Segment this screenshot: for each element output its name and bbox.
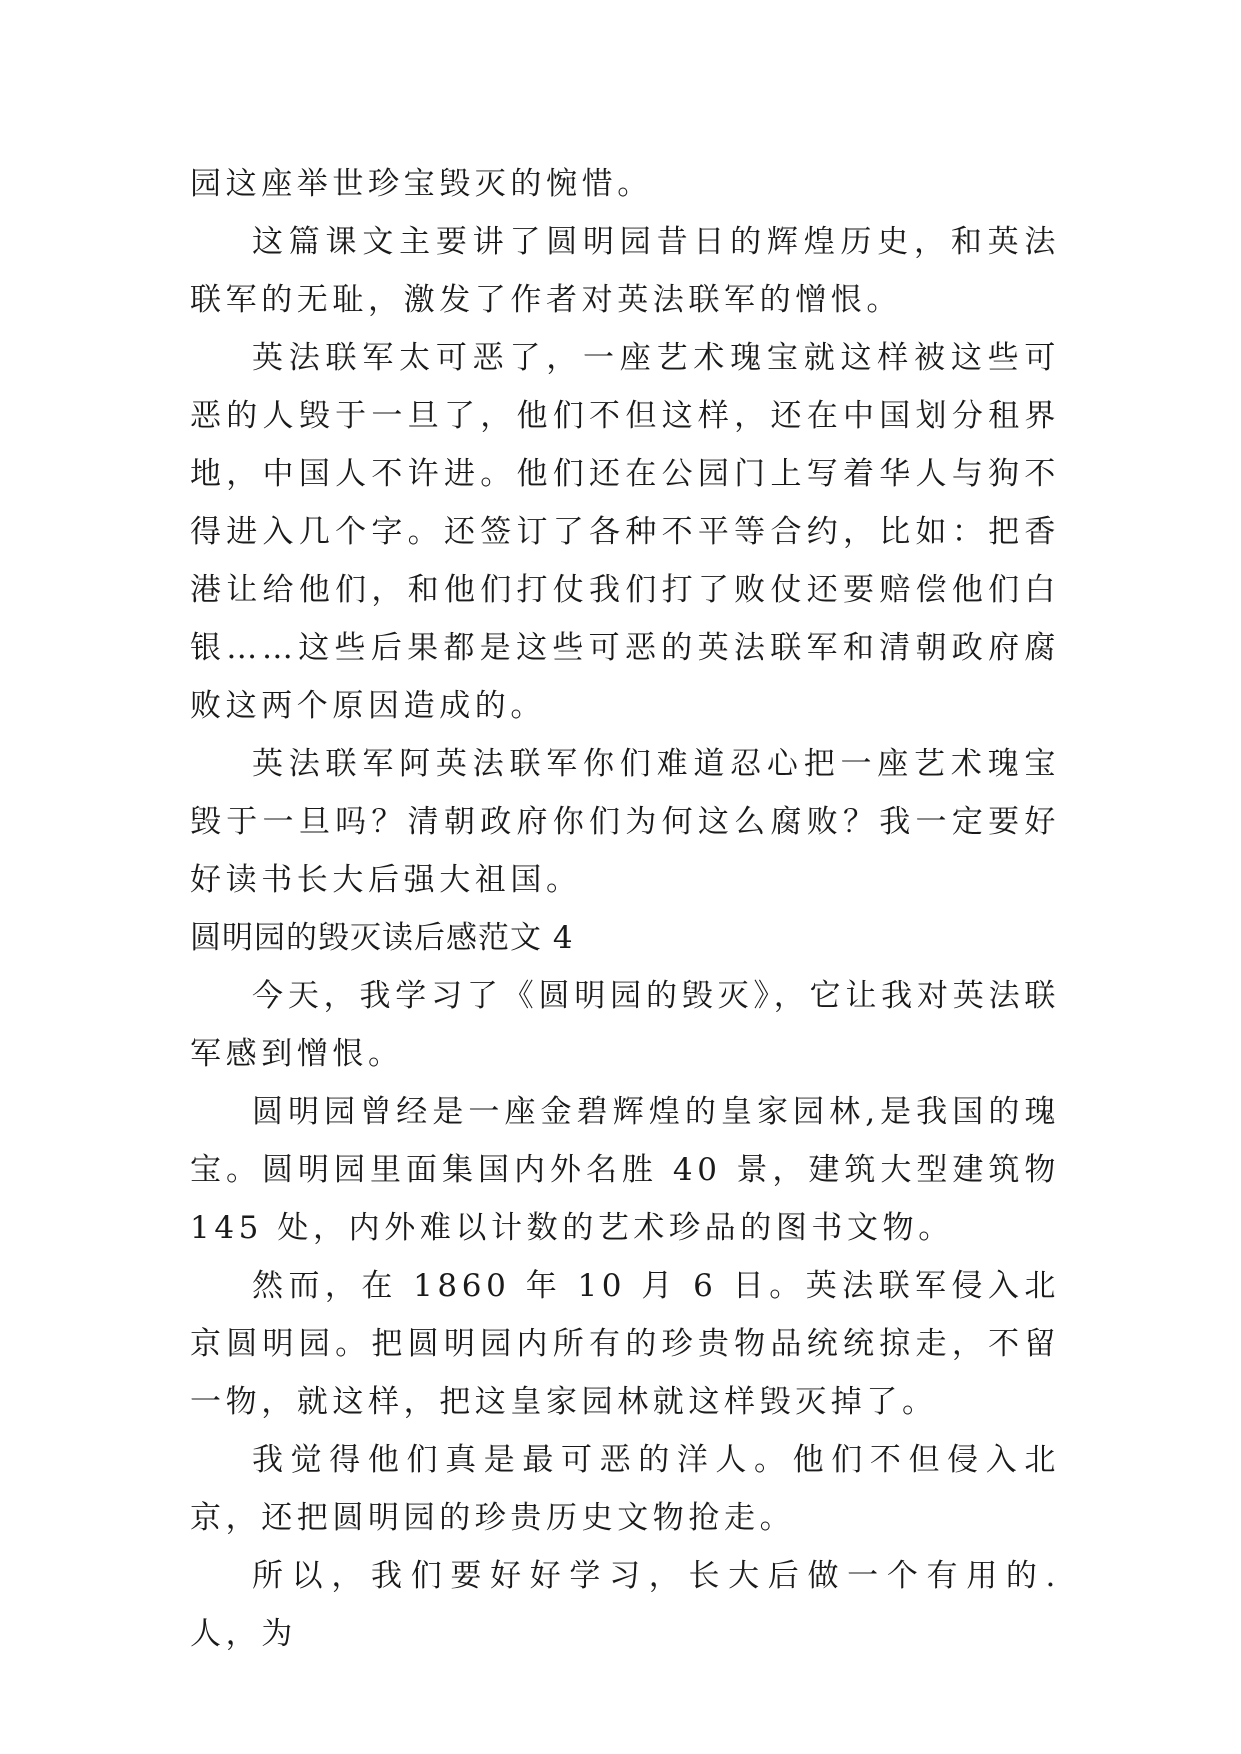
paragraph-continuation: 园这座举世珍宝毁灭的惋惜。 bbox=[190, 166, 653, 202]
paragraph-intro: 今天，我学习了《圆明园的毁灭》，它让我对英法联军感到憎恨。 bbox=[190, 978, 1060, 1072]
paragraph-question: 英法联军阿英法联军你们难道忍心把一座艺术瑰宝毁于一旦吗？清朝政府你们为何这么腐败？我一定要好好读书长大后强大祖国。 bbox=[190, 746, 1060, 898]
paragraph-opinion: 我觉得他们真是最可恶的洋人。他们不但侵入北京，还把圆明园的珍贵历史文物抢走。 bbox=[190, 1442, 1060, 1536]
paragraph-history: 圆明园曾经是一座金碧辉煌的皇家园林,是我国的瑰宝。圆明园里面集国内外名胜 40 景，建筑大型建筑物 145 处，内外难以计数的艺术珍品的图书文物。 bbox=[190, 1094, 1060, 1246]
section-title: 圆明园的毁灭读后感范文 4 bbox=[190, 920, 574, 956]
document-body bbox=[190, 155, 1060, 1663]
paragraph-anger: 英法联军太可恶了，一座艺术瑰宝就这样被这些可恶的人毁于一旦了，他们不但这样，还在中国划分租界地，中国人不许进。他们还在公园门上写着华人与狗不得进入几个字。还签订了各种不平等合约，比如：把香港让给他们，和他们打仗我们打了败仗还要赔偿他们白银……这些后果都是这些可恶的英法联军和清朝政府腐败这两个原因造成的。 bbox=[190, 340, 1060, 724]
paragraph-summary: 这篇课文主要讲了圆明园昔日的辉煌历史，和英法联军的无耻，激发了作者对英法联军的憎恨。 bbox=[190, 224, 1060, 318]
paragraph-invasion: 然而，在 1860 年 10 月 6 日。英法联军侵入北京圆明园。把圆明园内所有的珍贵物品统统掠走，不留一物，就这样，把这皇家园林就这样毁灭掉了。 bbox=[190, 1268, 1060, 1420]
paragraph-conclusion: 所以，我们要好好学习，长大后做一个有用的. 人，为 bbox=[190, 1558, 1060, 1652]
